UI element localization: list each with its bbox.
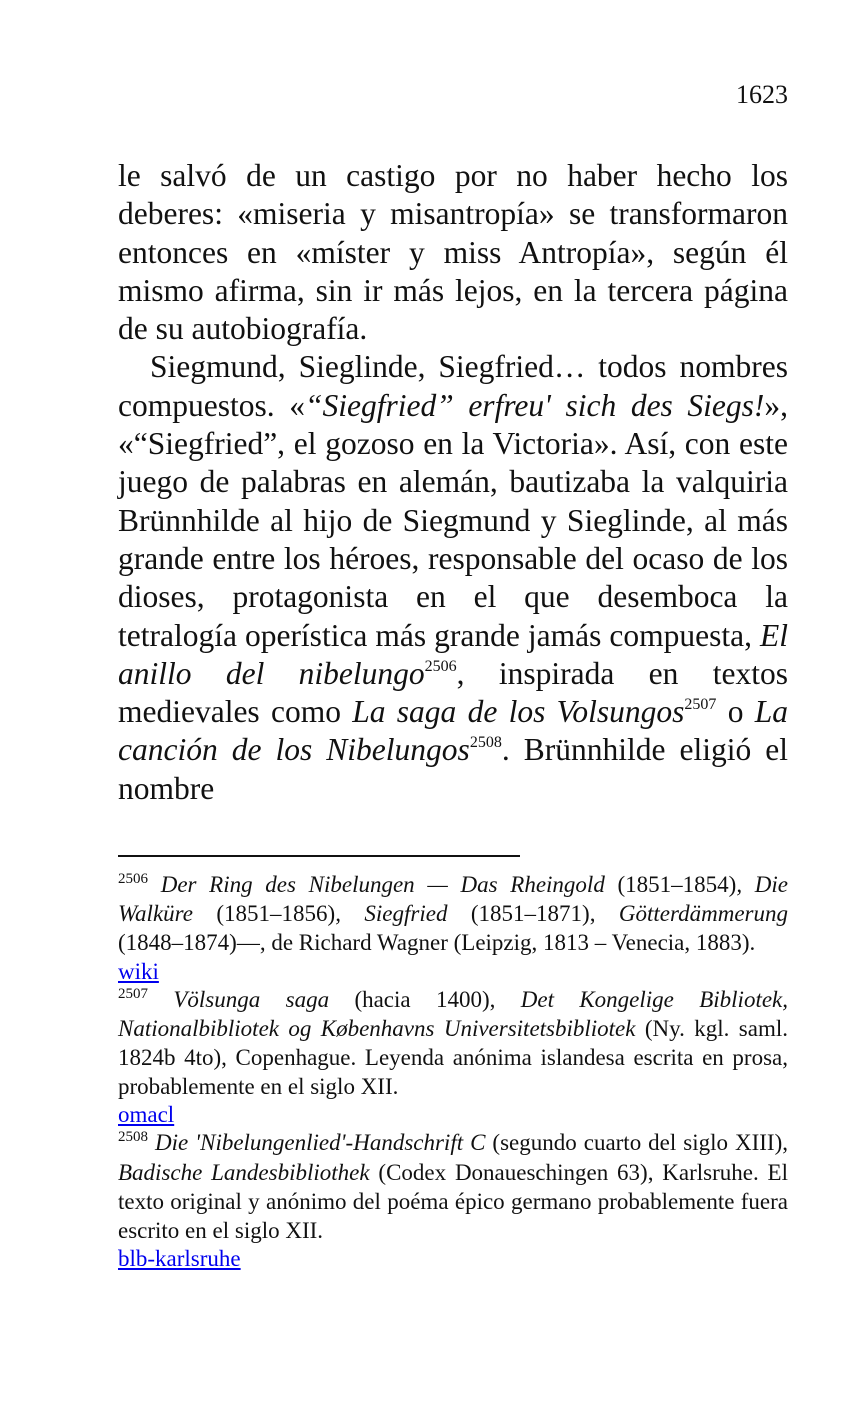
footnote-ref-2507[interactable]: 2507 xyxy=(684,696,717,714)
page-number: 1623 xyxy=(736,80,788,109)
footnote-2507 xyxy=(118,985,788,1102)
paragraph-text: , inspirada en textos medievales como xyxy=(118,655,788,730)
paragraph-2 xyxy=(118,348,788,808)
footnote-ref-2506[interactable]: 2506 xyxy=(424,657,457,675)
omacl-link[interactable]: omacl xyxy=(118,1102,175,1128)
wiki-link[interactable]: wiki xyxy=(118,958,159,984)
footnote-title: Die 'Nibelungenlied'-Handschrift C xyxy=(148,1130,486,1156)
paragraph-1 xyxy=(118,157,788,348)
footnote-title: Der Ring des Nibelungen — Das Rheingold xyxy=(160,872,605,897)
footnote-text: (1848–1874)—, de Richard Wagner (Leipzig, 1813 – Venecia, 1883). xyxy=(118,930,756,956)
paragraph-text: », «“Siegfried”, el gozoso en la Victoria». Así, con este juego de palabras en alemán, bautizaba la valquiria Brünnhilde al hijo de Siegmund y Sieglinde, al más grande entre los héroes, responsable del ocaso de los dioses, protagonista en el que desemboca la tetralogía operística más grande jamás compuesta, xyxy=(118,387,789,653)
paragraph-text: o xyxy=(716,694,755,730)
blb-karlsruhe-link[interactable]: blb-karlsruhe xyxy=(118,1246,241,1272)
footnote-text: (Codex Donaueschingen 63), Karlsruhe. El texto original y anónimo del poéma épico germano probablemente fuera escrito en el siglo XII. xyxy=(118,1159,788,1244)
footnote-number: 2506 xyxy=(118,871,148,887)
footnotes xyxy=(118,870,788,1272)
footnote-number: 2507 xyxy=(118,985,148,1002)
footnote-2508 xyxy=(118,1128,788,1245)
footnote-title: Det Kongelige Bibliotek, Nationalbibliotek og Københavns Universitetsbibliotek xyxy=(118,986,788,1041)
footnote-title: , Siegfried xyxy=(335,901,448,927)
footnote-ref-2508[interactable]: 2508 xyxy=(469,734,502,752)
paragraph-text: le salvó de un castigo por no haber hecho los deberes: «miseria y misantropía» se transformaron entonces en «míster y miss Antropía», según él mismo afirma, sin ir más lejos, en la tercera página de su autobiografía. xyxy=(118,158,788,347)
footnote-title: Götterdämmerung xyxy=(618,901,788,927)
footnote-title: Badische Landesbibliothek xyxy=(118,1159,370,1185)
footnote-divider xyxy=(118,855,520,857)
footnote-2506 xyxy=(118,870,788,958)
main-text xyxy=(118,157,788,808)
work-title: La canción de los Nibelungos xyxy=(118,694,788,768)
paragraph-text: Siegmund, Sieglinde, Siegfried… todos nombres compuestos. « xyxy=(118,349,788,423)
footnote-text: (segundo cuarto del siglo XIII), xyxy=(485,1130,788,1156)
footnote-title: , Die Walküre xyxy=(118,872,788,927)
footnote-title: Völsunga saga xyxy=(148,986,330,1012)
paragraph-text: . Brünnhilde eligió el nombre xyxy=(118,732,788,806)
footnote-text: (hacia 1400), xyxy=(329,986,521,1012)
footnote-text: (Ny. kgl. saml. 1824b 4to), Copenhague. Leyenda anónima islandesa escrita en prosa, probablemente en el siglo XII. xyxy=(118,1015,788,1100)
footnote-text: (1851–1854) xyxy=(604,872,737,897)
footnote-text: (1851–1871), xyxy=(447,901,619,927)
work-title: El anillo del nibelungo xyxy=(118,617,788,691)
german-quote: “Siegfried” erfreu' sich des Siegs! xyxy=(304,387,765,423)
work-title: La saga de los Volsungos xyxy=(352,694,685,730)
footnote-number: 2508 xyxy=(118,1129,148,1146)
footnote-text: (1851–1856) xyxy=(192,901,336,927)
